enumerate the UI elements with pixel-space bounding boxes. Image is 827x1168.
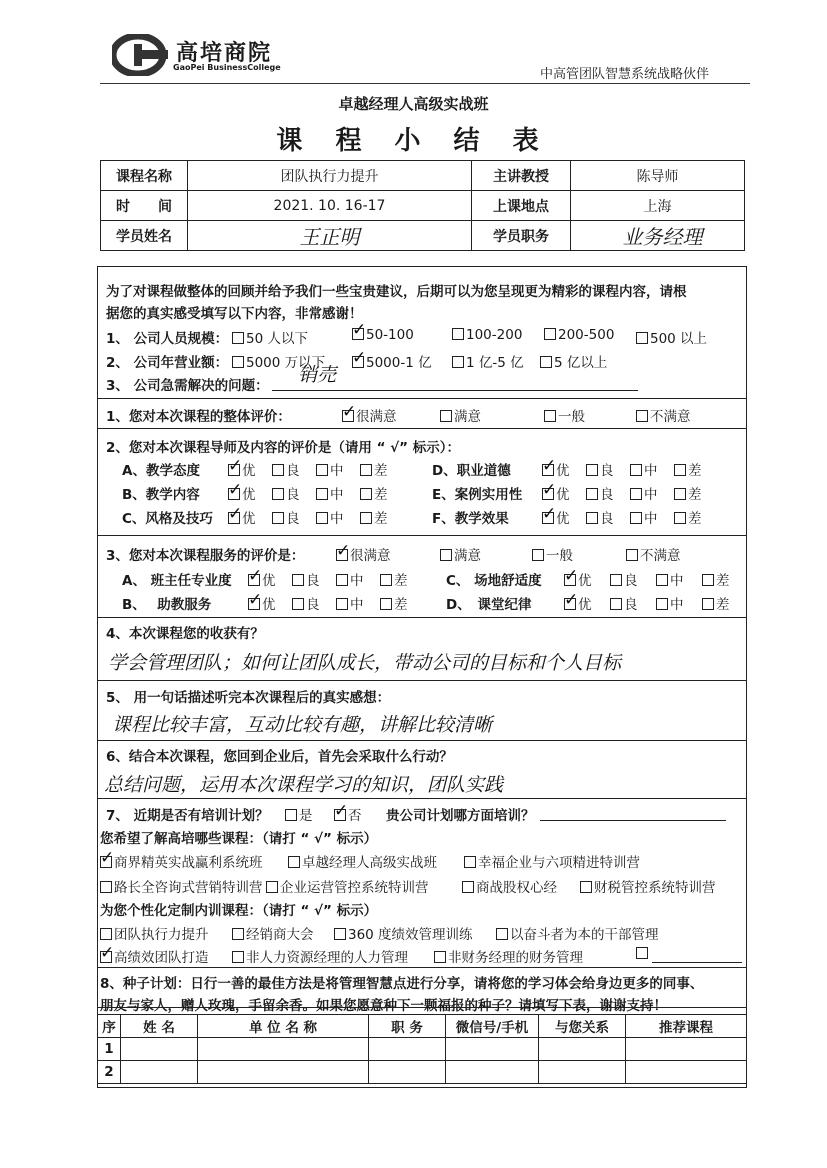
overall-checkbox-2[interactable]: [544, 410, 556, 422]
service-left-rating-option[interactable]: [336, 593, 364, 613]
teacher-right-rating-option[interactable]: [542, 459, 570, 479]
teacher-right-rating-checkbox[interactable]: [542, 488, 554, 500]
table-row: [98, 1038, 747, 1061]
teacher-right-rating-checkbox[interactable]: [630, 464, 642, 476]
seed-intro-line2: 朋友与家人，赠人玫瑰，手留余香。如果您愿意种下一颗福报的种子？请填写下表，谢谢支持！: [100, 998, 667, 1014]
service-left-rating-option[interactable]: [248, 593, 276, 613]
service-left-rating-text: 中: [350, 597, 364, 613]
teacher-left-rating-option[interactable]: [360, 483, 388, 503]
size-checkbox-1[interactable]: [352, 328, 364, 340]
course-option[interactable]: 商战股权心经: [462, 876, 557, 896]
course-checkbox[interactable]: [464, 856, 476, 868]
teacher-left-rating-checkbox[interactable]: [316, 512, 328, 524]
service-left-rating-checkbox[interactable]: [380, 574, 392, 586]
teacher-eval-question: 2、您对本次课程导师及内容的评价是（请用 “ √” 标示）：: [106, 440, 460, 456]
service-left-rating-text: 差: [394, 597, 408, 613]
teacher-right-rating-option[interactable]: [542, 483, 570, 503]
size-checkbox-2[interactable]: [452, 328, 464, 340]
header-divider: [100, 83, 750, 84]
custom-option-blank[interactable]: [636, 946, 650, 962]
logo-chinese-name: 高培商院: [176, 41, 273, 66]
table-cell[interactable]: [369, 1038, 446, 1061]
teacher-right-rating-checkbox[interactable]: [674, 512, 686, 524]
teacher-left-rating-checkbox[interactable]: [228, 512, 240, 524]
teacher-right-rating-option[interactable]: [674, 483, 702, 503]
teacher-right-rating-text: 优: [556, 511, 570, 527]
overall-checkbox-1[interactable]: [440, 410, 452, 422]
gains-answer-handwritten[interactable]: 学会管理团队；如何让团队成长，带动公司的目标和个人目标: [108, 652, 622, 674]
overall-option-1[interactable]: 满意: [440, 405, 481, 425]
seed-intro-line1: 8、种子计划：日行一善的最佳方法是将管理智慧点进行分享，请将您的学习体会给身边更多的同事、: [100, 976, 704, 992]
seed-referral-table: [97, 1014, 747, 1084]
custom-checkbox[interactable]: [636, 947, 648, 959]
size-checkbox-4[interactable]: [636, 332, 648, 344]
service-right-rating-option[interactable]: [564, 569, 592, 589]
teacher-right-rating-checkbox[interactable]: [630, 488, 642, 500]
teacher-right-rating-option[interactable]: [586, 483, 614, 503]
student-position-handwritten[interactable]: 业务经理: [622, 225, 703, 249]
teacher-right-rating-option[interactable]: [586, 507, 614, 527]
service-left-rating-option[interactable]: [380, 593, 408, 613]
teacher-left-rating-option[interactable]: [360, 459, 388, 479]
logo-english-name: GaoPei BusinessCollege: [173, 63, 281, 72]
section-divider: [97, 798, 747, 799]
teacher-right-rating-checkbox[interactable]: [542, 512, 554, 524]
course-info-table: [100, 160, 745, 251]
custom-option[interactable]: 非人力资源经理的人力管理: [232, 946, 408, 966]
service-left-rating-text: 良: [306, 573, 320, 589]
service-left-rating-checkbox[interactable]: [248, 598, 260, 610]
time-label: 时 间: [101, 191, 188, 221]
course-name-label: 课程名称: [101, 161, 188, 191]
service-right-rating-checkbox[interactable]: [656, 574, 668, 586]
service-right-rating-checkbox[interactable]: [610, 574, 622, 586]
custom-checkbox[interactable]: [434, 951, 446, 963]
training-yes-checkbox[interactable]: [285, 809, 297, 821]
teacher-left-rating-checkbox[interactable]: [316, 488, 328, 500]
service-left-label: B、 助教服务: [122, 597, 212, 613]
section-divider: [97, 617, 747, 618]
col-contact-header: 微信号/手机: [446, 1015, 539, 1038]
section-divider: [97, 428, 747, 429]
teacher-left-label: A、教学态度: [122, 463, 200, 479]
table-cell[interactable]: [446, 1038, 539, 1061]
section-divider: [97, 398, 747, 399]
teacher-right-rating-checkbox[interactable]: [586, 464, 598, 476]
service-checkbox-3[interactable]: [626, 549, 638, 561]
table-cell[interactable]: [626, 1061, 747, 1084]
teacher-left-rating-option[interactable]: [316, 483, 344, 503]
section-divider: [97, 740, 747, 741]
service-right-rating-text: 良: [624, 597, 638, 613]
col-name-header: 姓 名: [121, 1015, 198, 1038]
place-value: 上海: [571, 191, 745, 221]
teacher-left-rating-option[interactable]: [228, 507, 256, 527]
section-divider: [97, 535, 747, 536]
teacher-right-rating-text: 良: [600, 487, 614, 503]
service-option-0[interactable]: ✓ 很满意: [336, 544, 391, 564]
service-right-rating-checkbox[interactable]: [702, 574, 714, 586]
teacher-left-rating-checkbox[interactable]: [272, 488, 284, 500]
table-cell[interactable]: [121, 1061, 198, 1084]
service-right-rating-text: 优: [578, 573, 592, 589]
training-area-line: [540, 820, 726, 821]
teacher-left-label: B、教学内容: [122, 487, 200, 503]
service-right-rating-text: 差: [716, 573, 730, 589]
teacher-value: 陈导师: [571, 161, 745, 191]
time-value: 2021. 10. 16-17: [188, 191, 472, 221]
service-right-rating-text: 差: [716, 597, 730, 613]
custom-checkbox[interactable]: [232, 928, 244, 940]
size-option-4[interactable]: 500 以上: [636, 327, 707, 347]
service-left-rating-checkbox[interactable]: [248, 574, 260, 586]
revenue-option-3[interactable]: 5 亿以上: [540, 351, 607, 371]
teacher-right-rating-text: 中: [644, 511, 658, 527]
teacher-right-label: F、教学效果: [432, 511, 509, 527]
teacher-right-rating-checkbox[interactable]: [630, 512, 642, 524]
service-eval-question: 3、您对本次课程服务的评价是：: [106, 548, 305, 564]
course-option[interactable]: ✓商界精英实战赢利系统班: [100, 851, 263, 871]
teacher-left-rating-option[interactable]: [316, 507, 344, 527]
col-company-header: 单 位 名 称: [198, 1015, 369, 1038]
teacher-right-rating-text: 优: [556, 487, 570, 503]
row-index: 2: [98, 1061, 121, 1084]
overall-checkbox-0[interactable]: [342, 410, 354, 422]
service-right-rating-text: 中: [670, 597, 684, 613]
teacher-right-rating-option[interactable]: [630, 507, 658, 527]
service-right-rating-text: 良: [624, 573, 638, 589]
teacher-left-rating-checkbox[interactable]: [360, 512, 372, 524]
teacher-right-rating-text: 差: [688, 463, 702, 479]
service-option-2[interactable]: 一般: [532, 544, 573, 564]
service-right-rating-option[interactable]: [656, 569, 684, 589]
revenue-checkbox-3[interactable]: [540, 356, 552, 368]
course-option[interactable]: 幸福企业与六项精进特训营: [464, 851, 640, 871]
overall-option-0[interactable]: ✓ 很满意: [342, 405, 397, 425]
teacher-right-rating-option[interactable]: [586, 459, 614, 479]
custom-checkbox[interactable]: [100, 928, 112, 940]
service-right-rating-text: 中: [670, 573, 684, 589]
revenue-option-2[interactable]: 1 亿-5 亿: [452, 351, 524, 371]
student-position-label: 学员职务: [472, 221, 571, 251]
service-right-rating-option[interactable]: [702, 569, 730, 589]
service-checkbox-0[interactable]: [336, 549, 348, 561]
custom-option[interactable]: 非财务经理的财务管理: [434, 946, 583, 966]
service-left-rating-checkbox[interactable]: [292, 598, 304, 610]
teacher-left-rating-checkbox[interactable]: [360, 488, 372, 500]
teacher-right-label: E、案例实用性: [432, 487, 523, 503]
teacher-right-rating-checkbox[interactable]: [586, 512, 598, 524]
teacher-label: 主讲教授: [472, 161, 571, 191]
teacher-left-rating-option[interactable]: [228, 483, 256, 503]
course-name-value: 团队执行力提升: [188, 161, 472, 191]
problem-answer-handwritten[interactable]: 销売: [298, 364, 337, 386]
col-course-header: 推荐课程: [626, 1015, 747, 1038]
teacher-right-rating-option[interactable]: [630, 459, 658, 479]
table-cell[interactable]: [198, 1061, 369, 1084]
table-cell[interactable]: [539, 1038, 626, 1061]
teacher-right-rating-option[interactable]: [542, 507, 570, 527]
service-left-rating-checkbox[interactable]: [336, 574, 348, 586]
size-checkbox-3[interactable]: [544, 328, 556, 340]
revenue-checkbox-1[interactable]: [352, 356, 364, 368]
teacher-right-rating-text: 优: [556, 463, 570, 479]
service-right-rating-option[interactable]: [610, 569, 638, 589]
course-checkbox[interactable]: [580, 881, 592, 893]
size-option-2[interactable]: 100-200: [452, 327, 522, 343]
teacher-right-rating-text: 良: [600, 511, 614, 527]
teacher-left-rating-text: 良: [286, 511, 300, 527]
size-checkbox-0[interactable]: [232, 332, 244, 344]
revenue-option-1[interactable]: ✓ 5000-1 亿: [352, 351, 432, 371]
custom-checkbox[interactable]: [100, 951, 112, 963]
teacher-left-rating-text: 差: [374, 511, 388, 527]
custom-option[interactable]: 以奋斗者为本的干部管理: [496, 923, 659, 943]
service-right-rating-checkbox[interactable]: [564, 574, 576, 586]
service-right-rating-option[interactable]: [564, 593, 592, 613]
revenue-checkbox-2[interactable]: [452, 356, 464, 368]
custom-blank-line: [652, 962, 742, 963]
course-checkbox[interactable]: [462, 881, 474, 893]
col-position-header: 职 务: [369, 1015, 446, 1038]
teacher-left-rating-checkbox[interactable]: [316, 464, 328, 476]
service-right-label: C、 场地舒适度: [446, 573, 542, 589]
size-option-3[interactable]: 200-500: [544, 327, 614, 343]
teacher-left-rating-text: 中: [330, 487, 344, 503]
header-tagline: 中高管团队智慧系统战略伙伴: [540, 67, 710, 82]
custom-option[interactable]: ✓高绩效团队打造: [100, 946, 209, 966]
teacher-left-rating-text: 中: [330, 463, 344, 479]
course-checkbox[interactable]: [100, 881, 112, 893]
custom-checkbox[interactable]: [334, 928, 346, 940]
course-option[interactable]: 卓越经理人高级实战班: [288, 851, 437, 871]
service-left-rating-text: 优: [262, 597, 276, 613]
course-checkbox[interactable]: [288, 856, 300, 868]
gaopei-logo-icon: [112, 34, 168, 76]
teacher-left-rating-text: 优: [242, 511, 256, 527]
teacher-left-rating-option[interactable]: [360, 507, 388, 527]
service-left-rating-option[interactable]: [380, 569, 408, 589]
course-option[interactable]: 企业运营管控系统特训营: [266, 876, 429, 896]
service-checkbox-1[interactable]: [440, 549, 452, 561]
table-cell[interactable]: [198, 1038, 369, 1061]
service-checkbox-2[interactable]: [532, 549, 544, 561]
service-option-1[interactable]: 满意: [440, 544, 481, 564]
teacher-left-rating-checkbox[interactable]: [228, 464, 240, 476]
service-left-label: A、 班主任专业度: [122, 573, 232, 589]
teacher-right-rating-checkbox[interactable]: [674, 464, 686, 476]
teacher-right-rating-text: 中: [644, 487, 658, 503]
action-answer-handwritten[interactable]: 总结问题，运用本次课程学习的知识，团队实践: [104, 774, 504, 796]
service-left-rating-text: 差: [394, 573, 408, 589]
teacher-right-rating-checkbox[interactable]: [586, 488, 598, 500]
place-label: 上课地点: [472, 191, 571, 221]
teacher-right-rating-text: 良: [600, 463, 614, 479]
service-right-rating-checkbox[interactable]: [702, 598, 714, 610]
student-name-handwritten[interactable]: 王正明: [299, 225, 360, 249]
action-question: 6、结合本次课程，您回到企业后，首先会采取什么行动？: [106, 749, 453, 765]
service-left-rating-option[interactable]: [292, 593, 320, 613]
service-option-3[interactable]: 不满意: [626, 544, 681, 564]
teacher-left-rating-text: 差: [374, 487, 388, 503]
service-right-rating-text: 优: [578, 597, 592, 613]
service-right-rating-checkbox[interactable]: [564, 598, 576, 610]
service-left-rating-text: 中: [350, 573, 364, 589]
training-area-question: 贵公司计划哪方面培训？: [386, 808, 535, 824]
training-no-option[interactable]: ✓ 否: [334, 804, 362, 824]
survey-intro-line2: 据您的真实感受填写以下内容，非常感谢！: [106, 306, 363, 322]
teacher-left-rating-option[interactable]: [272, 459, 300, 479]
custom-option[interactable]: 360 度绩效管理训练: [334, 923, 473, 943]
wanted-courses-heading: 您希望了解高培哪些课程：（请打 “ √” 标示）: [100, 831, 378, 847]
training-plan-question: 7、 近期是否有培训计划？: [106, 808, 269, 824]
service-left-rating-checkbox[interactable]: [292, 574, 304, 586]
service-left-rating-text: 良: [306, 597, 320, 613]
teacher-left-rating-checkbox[interactable]: [228, 488, 240, 500]
overall-option-2[interactable]: 一般: [544, 405, 585, 425]
section-divider: [97, 680, 747, 681]
table-cell[interactable]: [626, 1038, 747, 1061]
service-left-rating-checkbox[interactable]: [336, 598, 348, 610]
gains-question: 4、本次课程您的收获有？: [106, 626, 264, 642]
teacher-right-rating-text: 差: [688, 511, 702, 527]
course-option[interactable]: 财税管控系统特训营: [580, 876, 716, 896]
teacher-left-rating-text: 中: [330, 511, 344, 527]
service-right-rating-option[interactable]: [610, 593, 638, 613]
teacher-left-rating-text: 优: [242, 487, 256, 503]
overall-option-3[interactable]: 不满意: [636, 405, 691, 425]
table-cell[interactable]: [446, 1061, 539, 1084]
service-left-rating-option[interactable]: [336, 569, 364, 589]
service-left-rating-option[interactable]: [248, 569, 276, 589]
teacher-right-rating-option[interactable]: [630, 483, 658, 503]
teacher-left-rating-text: 优: [242, 463, 256, 479]
feeling-question: 5、 用一句话描述听完本次课程后的真实感想：: [106, 690, 391, 706]
teacher-left-rating-checkbox[interactable]: [272, 512, 284, 524]
custom-checkbox[interactable]: [496, 928, 508, 940]
overall-checkbox-3[interactable]: [636, 410, 648, 422]
teacher-left-rating-checkbox[interactable]: [272, 464, 284, 476]
table-cell[interactable]: [369, 1061, 446, 1084]
service-right-rating-checkbox[interactable]: [656, 598, 668, 610]
student-name-label: 学员姓名: [101, 221, 188, 251]
teacher-right-rating-checkbox[interactable]: [674, 488, 686, 500]
col-index-header: 序: [98, 1015, 121, 1038]
teacher-left-rating-text: 良: [286, 463, 300, 479]
teacher-left-rating-text: 良: [286, 487, 300, 503]
training-no-checkbox[interactable]: [334, 809, 346, 821]
teacher-left-rating-option[interactable]: [316, 459, 344, 479]
size-option-1[interactable]: ✓ 50-100: [352, 327, 414, 343]
form-title: 课 程 小 结 表: [276, 126, 551, 156]
teacher-left-label: C、风格及技巧: [122, 511, 213, 527]
col-relation-header: 与您关系: [539, 1015, 626, 1038]
size-option-0[interactable]: 50 人以下: [232, 327, 308, 347]
service-right-rating-checkbox[interactable]: [610, 598, 622, 610]
company-size-question: 1、 公司人员规模：: [106, 331, 229, 347]
seed-table-header: [98, 1015, 747, 1038]
service-right-rating-option[interactable]: [656, 593, 684, 613]
course-checkbox[interactable]: [100, 856, 112, 868]
section-divider: [97, 967, 747, 968]
problem-question: 3、 公司急需解决的问题：: [106, 378, 269, 394]
table-cell[interactable]: [121, 1038, 198, 1061]
revenue-option-0[interactable]: 5000 万以下: [232, 351, 325, 371]
teacher-right-rating-text: 差: [688, 487, 702, 503]
custom-option[interactable]: 团队执行力提升: [100, 923, 209, 943]
revenue-question: 2、 公司年营业额：: [106, 355, 229, 371]
service-left-rating-checkbox[interactable]: [380, 598, 392, 610]
course-checkbox[interactable]: [266, 881, 278, 893]
teacher-right-rating-option[interactable]: [674, 507, 702, 527]
teacher-left-rating-option[interactable]: [228, 459, 256, 479]
table-cell[interactable]: [539, 1061, 626, 1084]
teacher-right-rating-option[interactable]: [674, 459, 702, 479]
service-left-rating-option[interactable]: [292, 569, 320, 589]
custom-checkbox[interactable]: [232, 951, 244, 963]
overall-eval-question: 1、您对本次课程的整体评价：: [106, 409, 291, 425]
problem-answer-line: [272, 390, 638, 391]
custom-option[interactable]: 经销商大会: [232, 923, 314, 943]
teacher-right-rating-checkbox[interactable]: [542, 464, 554, 476]
revenue-checkbox-0[interactable]: [232, 356, 244, 368]
table-row: [98, 1061, 747, 1084]
teacher-left-rating-checkbox[interactable]: [360, 464, 372, 476]
teacher-left-rating-option[interactable]: [272, 507, 300, 527]
service-right-rating-option[interactable]: [702, 593, 730, 613]
course-option[interactable]: 路长全咨询式营销特训营: [100, 876, 263, 896]
teacher-right-rating-text: 中: [644, 463, 658, 479]
service-left-rating-text: 优: [262, 573, 276, 589]
survey-intro-line1: 为了对课程做整体的回顾并给予我们一些宝贵建议，后期可以为您呈现更为精彩的课程内容，请根: [106, 284, 687, 300]
teacher-left-rating-option[interactable]: [272, 483, 300, 503]
feeling-answer-handwritten[interactable]: 课程比较丰富，互动比较有趣，讲解比较清晰: [112, 714, 493, 736]
class-name: 卓越经理人高级实战班: [338, 95, 489, 113]
training-yes-option[interactable]: 是: [285, 804, 313, 824]
custom-courses-heading: 为您个性化定制内训课程：（请打 “ √” 标示）: [100, 903, 378, 919]
teacher-right-label: D、职业道德: [432, 463, 511, 479]
service-right-label: D、 课堂纪律: [446, 597, 532, 613]
row-index: 1: [98, 1038, 121, 1061]
teacher-left-rating-text: 差: [374, 463, 388, 479]
